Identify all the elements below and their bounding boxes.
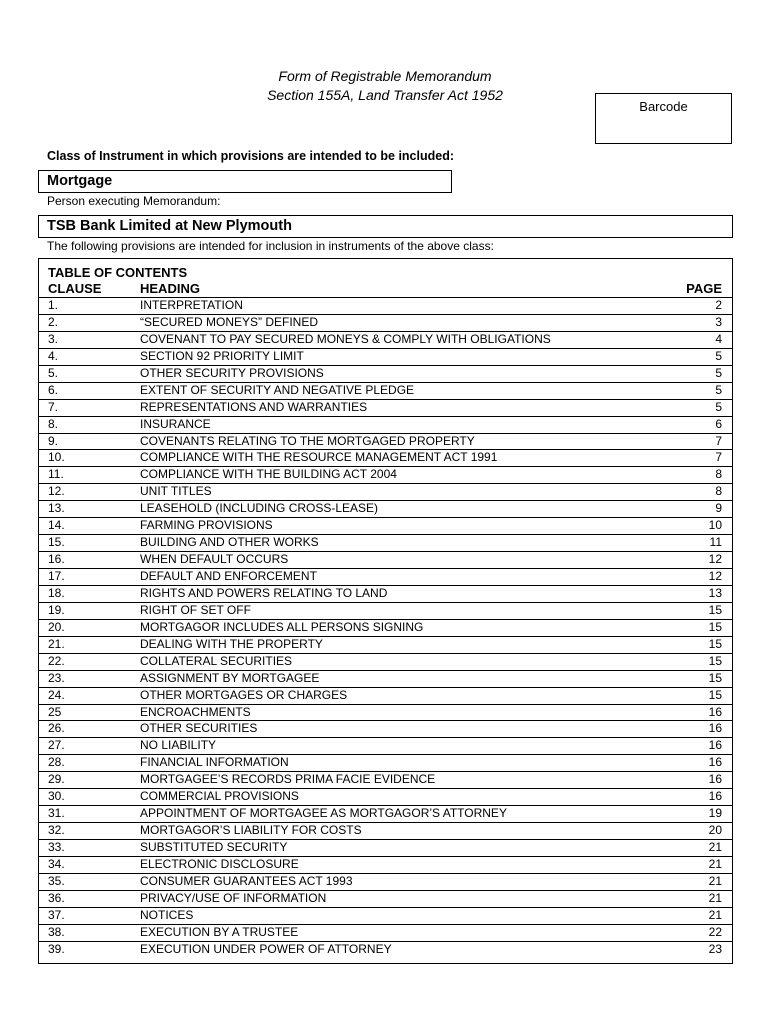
column-header-clause: CLAUSE <box>48 281 102 296</box>
clause-number: 33. <box>48 840 65 854</box>
table-row <box>39 754 732 771</box>
page-number: 5 <box>715 365 722 380</box>
page-number: 7 <box>715 433 722 448</box>
page-number: 15 <box>708 602 722 617</box>
clause-heading: OTHER SECURITY PROVISIONS <box>140 365 324 380</box>
table-row <box>39 297 732 314</box>
clause-number: 24. <box>48 687 65 702</box>
table-row <box>39 856 732 873</box>
page-number: 15 <box>708 636 722 651</box>
page-number: 16 <box>708 704 722 719</box>
clause-number: 17. <box>48 569 65 583</box>
clause-heading: MORTGAGEE’S RECORDS PRIMA FACIE EVIDENCE <box>140 772 436 787</box>
page-number: 21 <box>708 873 722 888</box>
clause-heading: COVENANTS RELATING TO THE MORTGAGED PROPERTY <box>140 433 475 448</box>
table-row <box>39 941 732 958</box>
clause-number: 31. <box>48 806 65 821</box>
clause-number: 5. <box>48 365 59 380</box>
clause-heading: REPRESENTATIONS AND WARRANTIES <box>140 399 368 414</box>
page-number: 21 <box>708 890 722 905</box>
page-number: 21 <box>708 907 722 922</box>
clause-number: 6. <box>48 382 59 397</box>
page-number: 16 <box>708 772 722 787</box>
clause-heading: NOTICES <box>140 907 194 922</box>
clause-number: 30. <box>48 789 65 804</box>
table-row <box>39 924 732 941</box>
page-number: 20 <box>708 823 722 838</box>
clause-heading: MORTGAGOR’S LIABILITY FOR COSTS <box>140 823 362 838</box>
page-number: 3 <box>715 314 722 329</box>
table-row <box>39 517 732 534</box>
clause-number: 29. <box>48 772 65 787</box>
clause-heading: ENCROACHMENTS <box>140 704 251 719</box>
table-row <box>39 331 732 348</box>
table-row <box>39 568 732 585</box>
clause-number: 37. <box>48 907 65 922</box>
page-number: 6 <box>715 416 722 431</box>
clause-heading: MORTGAGOR INCLUDES ALL PERSONS SIGNING <box>140 619 424 634</box>
toc-rows <box>39 297 732 958</box>
table-row <box>39 687 732 704</box>
table-row <box>39 382 732 399</box>
page-number: 7 <box>715 450 722 465</box>
table-row <box>39 483 732 500</box>
table-row <box>39 365 732 382</box>
page-number: 21 <box>708 856 722 871</box>
page-number: 15 <box>708 670 722 685</box>
page-number: 15 <box>708 687 722 702</box>
page-number: 9 <box>715 501 722 516</box>
clause-number: 32. <box>48 823 65 838</box>
table-row <box>39 551 732 568</box>
barcode-box: Barcode <box>595 93 732 144</box>
clause-heading: WHEN DEFAULT OCCURS <box>140 552 289 567</box>
toc-title: TABLE OF CONTENTS <box>48 265 188 280</box>
clause-number: 9. <box>48 433 59 448</box>
page-number: 15 <box>708 619 722 634</box>
page-number: 16 <box>708 755 722 770</box>
clause-number: 4. <box>48 348 59 363</box>
clause-number: 12. <box>48 484 65 499</box>
clause-number: 19. <box>48 602 65 617</box>
clause-number: 26. <box>48 721 65 736</box>
clause-number: 35. <box>48 873 65 888</box>
clause-heading: EXTENT OF SECURITY AND NEGATIVE PLEDGE <box>140 382 415 397</box>
clause-number: 27. <box>48 738 65 753</box>
clause-number: 34. <box>48 856 65 871</box>
clause-heading: LEASEHOLD (INCLUDING CROSS-LEASE) <box>140 501 379 516</box>
clause-number: 2. <box>48 314 59 329</box>
clause-number: 23. <box>48 670 65 685</box>
clause-number: 21. <box>48 636 65 651</box>
clause-number: 16. <box>48 552 65 567</box>
class-of-instrument-label: Class of Instrument in which provisions are intended to be included: <box>47 149 454 163</box>
clause-number: 22. <box>48 653 65 668</box>
clause-number: 18. <box>48 585 65 600</box>
clause-heading: DEFAULT AND ENFORCEMENT <box>140 569 317 583</box>
clause-heading: INSURANCE <box>140 416 211 431</box>
page-number: 10 <box>708 518 722 533</box>
table-row <box>39 449 732 466</box>
clause-number: 10. <box>48 450 65 465</box>
page-number: 5 <box>715 399 722 414</box>
clause-number: 13. <box>48 501 65 516</box>
clause-number: 36. <box>48 890 65 905</box>
column-header-page: PAGE <box>686 281 722 296</box>
clause-heading: RIGHTS AND POWERS RELATING TO LAND <box>140 585 388 600</box>
clause-heading: SECTION 92 PRIORITY LIMIT <box>140 348 304 363</box>
page-number: 5 <box>715 348 722 363</box>
page-number: 16 <box>708 789 722 804</box>
page-number: 2 <box>715 298 722 312</box>
table-row <box>39 704 732 721</box>
page-number: 13 <box>708 585 722 600</box>
table-row <box>39 534 732 551</box>
table-row <box>39 602 732 619</box>
clause-number: 3. <box>48 331 59 346</box>
clause-heading: ASSIGNMENT BY MORTGAGEE <box>140 670 320 685</box>
table-row <box>39 314 732 331</box>
table-row <box>39 771 732 788</box>
person-executing-value: TSB Bank Limited at New Plymouth <box>38 215 733 238</box>
clause-number: 20. <box>48 619 65 634</box>
clause-heading: SUBSTITUTED SECURITY <box>140 840 288 854</box>
page-number: 23 <box>708 941 722 956</box>
table-of-contents <box>38 258 733 964</box>
table-row <box>39 399 732 416</box>
clause-heading: “SECURED MONEYS” DEFINED <box>140 314 319 329</box>
form-title: Form of Registrable Memorandum <box>278 68 492 84</box>
table-row <box>39 670 732 687</box>
page-number: 12 <box>708 552 722 567</box>
form-subtitle: Section 155A, Land Transfer Act 1952 <box>267 87 503 103</box>
clause-heading: DEALING WITH THE PROPERTY <box>140 636 323 651</box>
clause-heading: PRIVACY/USE OF INFORMATION <box>140 890 327 905</box>
page-number: 15 <box>708 653 722 668</box>
table-row <box>39 348 732 365</box>
clause-number: 8. <box>48 416 59 431</box>
table-row <box>39 500 732 517</box>
page-number: 4 <box>715 331 722 346</box>
table-row <box>39 416 732 433</box>
clause-number: 38. <box>48 924 65 939</box>
clause-heading: COVENANT TO PAY SECURED MONEYS & COMPLY WITH OBLIGATIONS <box>140 331 551 346</box>
table-row <box>39 839 732 856</box>
table-row <box>39 788 732 805</box>
page-number: 19 <box>708 806 722 821</box>
table-row <box>39 907 732 924</box>
clause-number: 25 <box>48 704 62 719</box>
table-row <box>39 619 732 636</box>
page-number: 16 <box>708 738 722 753</box>
page-number: 11 <box>709 535 722 550</box>
column-header-heading: HEADING <box>140 281 200 296</box>
person-executing-label: Person executing Memorandum: <box>47 194 221 208</box>
table-row <box>39 737 732 754</box>
table-row <box>39 585 732 602</box>
table-row <box>39 433 732 450</box>
clause-heading: APPOINTMENT OF MORTGAGEE AS MORTGAGOR’S ATTORNEY <box>140 806 507 821</box>
page-number: 21 <box>708 840 722 854</box>
clause-number: 28. <box>48 755 65 770</box>
clause-heading: OTHER SECURITIES <box>140 721 258 736</box>
table-row <box>39 890 732 907</box>
clause-number: 11. <box>48 467 64 482</box>
page-number: 12 <box>708 569 722 583</box>
table-row <box>39 720 732 737</box>
clause-heading: NO LIABILITY <box>140 738 217 753</box>
clause-heading: COMPLIANCE WITH THE BUILDING ACT 2004 <box>140 467 397 482</box>
clause-number: 7. <box>48 399 59 414</box>
page-number: 5 <box>715 382 722 397</box>
page-number: 22 <box>708 924 722 939</box>
clause-heading: EXECUTION UNDER POWER OF ATTORNEY <box>140 941 392 956</box>
clause-heading: UNIT TITLES <box>140 484 212 499</box>
clause-heading: FINANCIAL INFORMATION <box>140 755 289 770</box>
clause-heading: COLLATERAL SECURITIES <box>140 653 293 668</box>
clause-heading: OTHER MORTGAGES OR CHARGES <box>140 687 348 702</box>
table-row <box>39 636 732 653</box>
page-number: 8 <box>715 484 722 499</box>
clause-heading: FARMING PROVISIONS <box>140 518 273 533</box>
clause-heading: INTERPRETATION <box>140 298 243 312</box>
clause-heading: EXECUTION BY A TRUSTEE <box>140 924 299 939</box>
table-row <box>39 653 732 670</box>
table-row <box>39 805 732 822</box>
clause-number: 14. <box>48 518 65 533</box>
clause-number: 39. <box>48 941 65 956</box>
page-number: 16 <box>708 721 722 736</box>
clause-heading: BUILDING AND OTHER WORKS <box>140 535 319 550</box>
table-row <box>39 466 732 483</box>
clause-heading: COMPLIANCE WITH THE RESOURCE MANAGEMENT ACT 1991 <box>140 450 498 465</box>
clause-heading: CONSUMER GUARANTEES ACT 1993 <box>140 873 353 888</box>
clause-heading: COMMERCIAL PROVISIONS <box>140 789 299 804</box>
table-row <box>39 822 732 839</box>
page-number: 8 <box>715 467 722 482</box>
provisions-note: The following provisions are intended for inclusion in instruments of the above class: <box>47 239 494 253</box>
clause-heading: RIGHT OF SET OFF <box>140 602 251 617</box>
class-of-instrument-value: Mortgage <box>38 170 452 193</box>
clause-heading: ELECTRONIC DISCLOSURE <box>140 856 299 871</box>
table-row <box>39 873 732 890</box>
clause-number: 15. <box>48 535 65 550</box>
clause-number: 1. <box>48 298 59 312</box>
